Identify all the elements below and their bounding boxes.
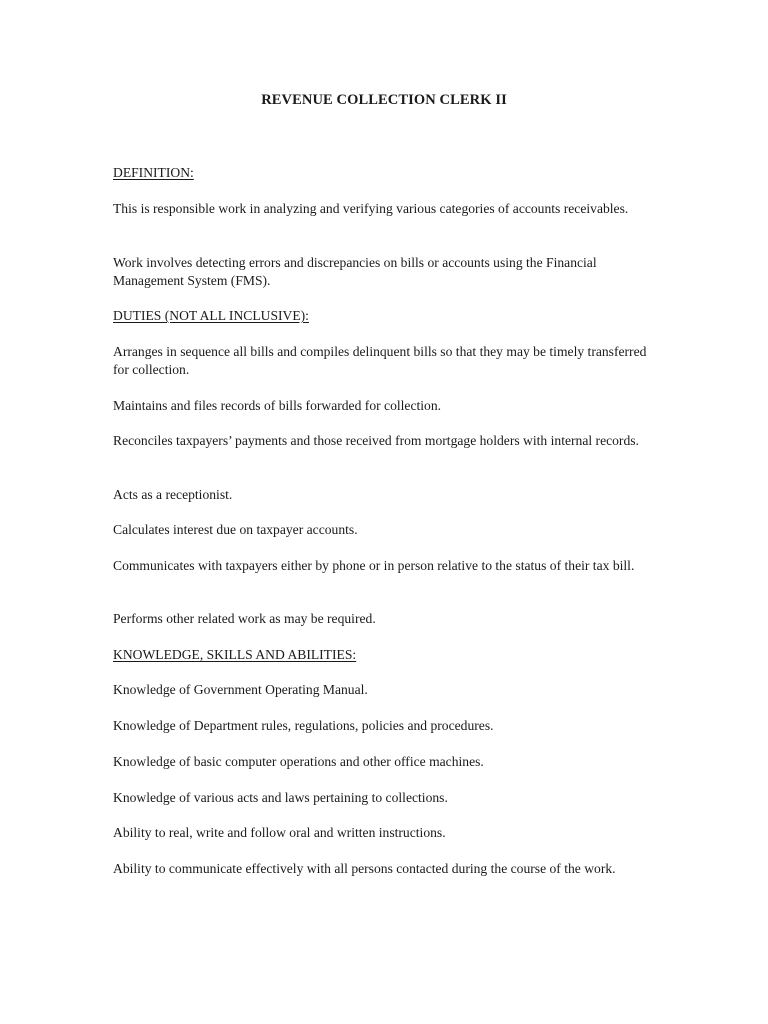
duty-item: Reconciles taxpayers’ payments and those received from mortgage holders with internal records. (113, 433, 639, 448)
duty-item: Arranges in sequence all bills and compiles delinquent bills so that they may be timely transferred for collection. (113, 344, 647, 377)
duty-item: Performs other related work as may be required. (113, 611, 376, 626)
ksa-item: Ability to real, write and follow oral and written instructions. (113, 825, 446, 840)
ksa-heading: KNOWLEDGE, SKILLS AND ABILITIES: (113, 647, 357, 662)
ksa-item: Knowledge of various acts and laws pertaining to collections. (113, 790, 448, 805)
duties-heading: DUTIES (NOT ALL INCLUSIVE): (113, 308, 309, 323)
duty-item: Acts as a receptionist. (113, 487, 233, 502)
duty-item: Maintains and files records of bills forwarded for collection. (113, 398, 442, 413)
ksa-item: Knowledge of Government Operating Manual. (113, 682, 368, 697)
definition-heading: DEFINITION: (113, 165, 194, 180)
definition-paragraph: This is responsible work in analyzing and verifying various categories of accounts receivables. (113, 201, 629, 216)
ksa-item: Ability to communicate effectively with all persons contacted during the course of the work. (113, 861, 616, 876)
duty-item: Calculates interest due on taxpayer accounts. (113, 522, 358, 537)
ksa-item: Knowledge of basic computer operations and other office machines. (113, 754, 484, 769)
ksa-item: Knowledge of Department rules, regulations, policies and procedures. (113, 718, 494, 733)
document-title: REVENUE COLLECTION CLERK II (261, 92, 507, 108)
definition-paragraph: Work involves detecting errors and discrepancies on bills or accounts using the Financial Management System (FMS). (113, 255, 597, 288)
duty-item: Communicates with taxpayers either by phone or in person relative to the status of their tax bill. (113, 558, 635, 573)
